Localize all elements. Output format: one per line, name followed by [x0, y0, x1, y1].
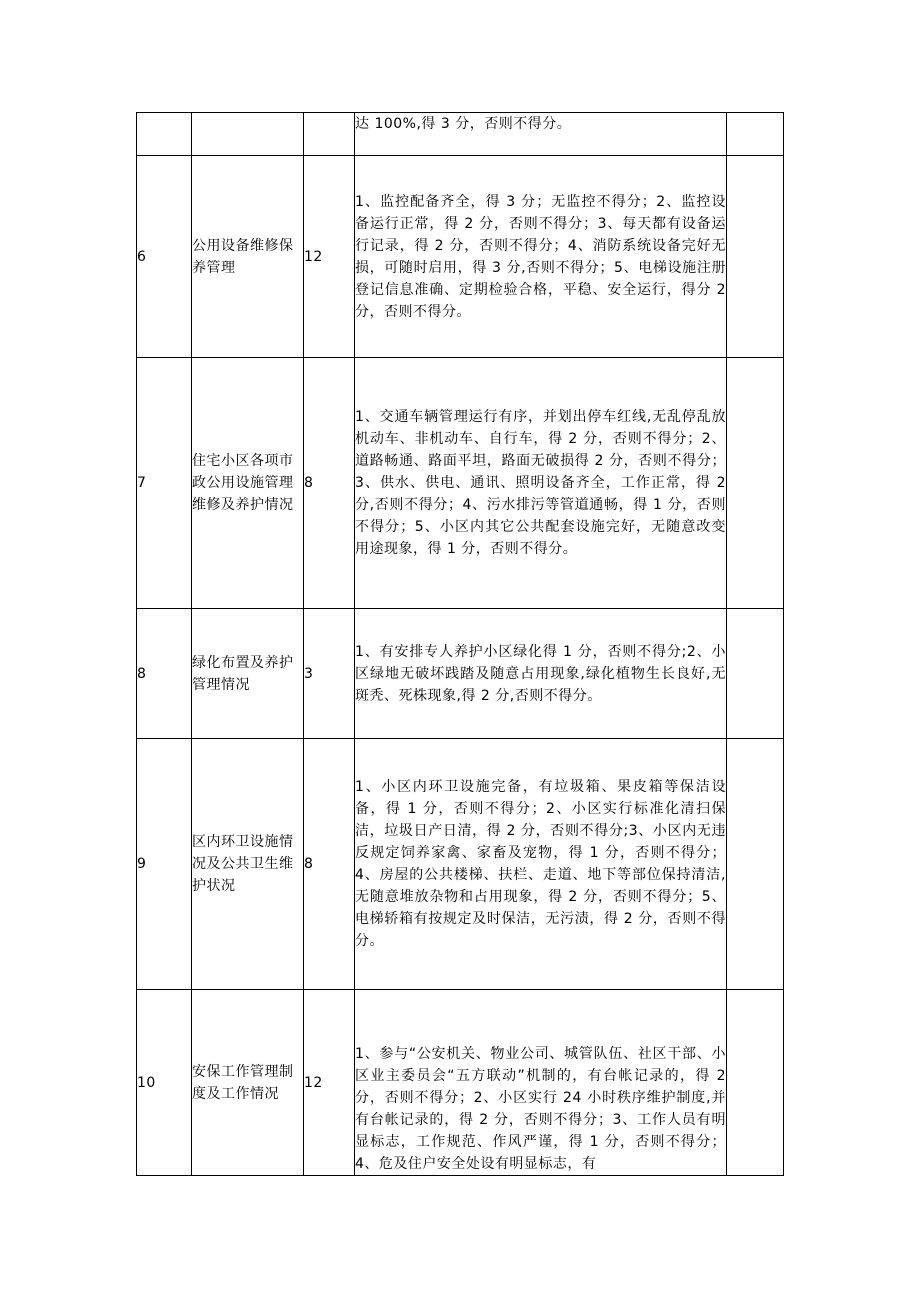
item-name: 住宅小区各项市政公用设施管理维修及养护情况	[192, 358, 304, 609]
scoring-standard: 1、小区内环卫设施完备，有垃圾箱、果皮箱等保洁设备，得 1 分，否则不得分；2、小区实行标准化清扫保洁，垃圾日产日清，得 2 分，否则不得分;3、小区内无违反规定饲养家禽、家畜及宠物，得 1 分，否则不得分；4、房屋的公共楼梯、扶栏、走道、地下等部位保持清洁,无随意堆放杂物和占用现象，得 2 分，否则不得分；5、电梯轿箱有按规定及时保洁，无污渍，得 2 分，否则不得分。	[355, 739, 727, 990]
row-number: 6	[137, 156, 192, 358]
remark-cell	[727, 113, 784, 156]
evaluation-table	[136, 112, 784, 1176]
item-score: 12	[304, 990, 355, 1176]
item-name: 绿化布置及养护管理情况	[192, 609, 304, 739]
table-row	[137, 739, 784, 990]
item-name: 安保工作管理制度及工作情况	[192, 990, 304, 1176]
remark-cell	[727, 609, 784, 739]
item-score: 3	[304, 609, 355, 739]
scoring-standard: 1、监控配备齐全，得 3 分；无监控不得分；2、监控设备运行正常，得 2 分，否则不得分；3、每天都有设备运行记录，得 2 分，否则不得分；4、消防系统设备完好无损，可随时启用，得 3 分,否则不得分；5、电梯设施注册登记信息准确、定期检验合格，平稳、安全运行，得分 2 分，否则不得分。	[355, 156, 727, 358]
table-row	[137, 609, 784, 739]
scoring-standard: 1、有安排专人养护小区绿化得 1 分，否则不得分;2、小区绿地无破坏践踏及随意占用现象,绿化植物生长良好,无斑秃、死株现象,得 2 分,否则不得分。	[355, 609, 727, 739]
row-number: 10	[137, 990, 192, 1176]
item-score: 8	[304, 358, 355, 609]
item-name: 公用设备维修保养管理	[192, 156, 304, 358]
table-row	[137, 113, 784, 156]
table-row	[137, 358, 784, 609]
item-name: 区内环卫设施情况及公共卫生维护状况	[192, 739, 304, 990]
item-name	[192, 113, 304, 156]
scoring-standard: 1、交通车辆管理运行有序，并划出停车红线,无乱停乱放机动车、非机动车、自行车，得 2 分，否则不得分；2、道路畅通、路面平坦，路面无破损得 2 分，否则不得分；3、供水、供电、通讯、照明设备齐全，工作正常，得 2 分,否则不得分；4、污水排污等管道通畅，得 1 分，否则不得分；5、小区内其它公共配套设施完好，无随意改变用途现象，得 1 分，否则不得分。	[355, 358, 727, 609]
remark-cell	[727, 358, 784, 609]
row-number	[137, 113, 192, 156]
remark-cell	[727, 156, 784, 358]
row-number: 9	[137, 739, 192, 990]
row-number: 7	[137, 358, 192, 609]
item-score: 8	[304, 739, 355, 990]
table-row	[137, 990, 784, 1176]
remark-cell	[727, 739, 784, 990]
scoring-standard: 达 100%,得 3 分，否则不得分。	[355, 113, 727, 156]
item-score	[304, 113, 355, 156]
scoring-standard: 1、参与“公安机关、物业公司、城管队伍、社区干部、小区业主委员会“五方联动”机制的，有台帐记录的，得 2 分，否则不得分；2、小区实行 24 小时秩序维护制度,并有台帐记录的，得 2 分，否则不得分；3、工作人员有明显标志，工作规范、作风严谨，得 1 分，否则不得分；4、危及住户安全处设有明显标志，有	[355, 990, 727, 1176]
table-row	[137, 156, 784, 358]
item-score: 12	[304, 156, 355, 358]
remark-cell	[727, 990, 784, 1176]
row-number: 8	[137, 609, 192, 739]
